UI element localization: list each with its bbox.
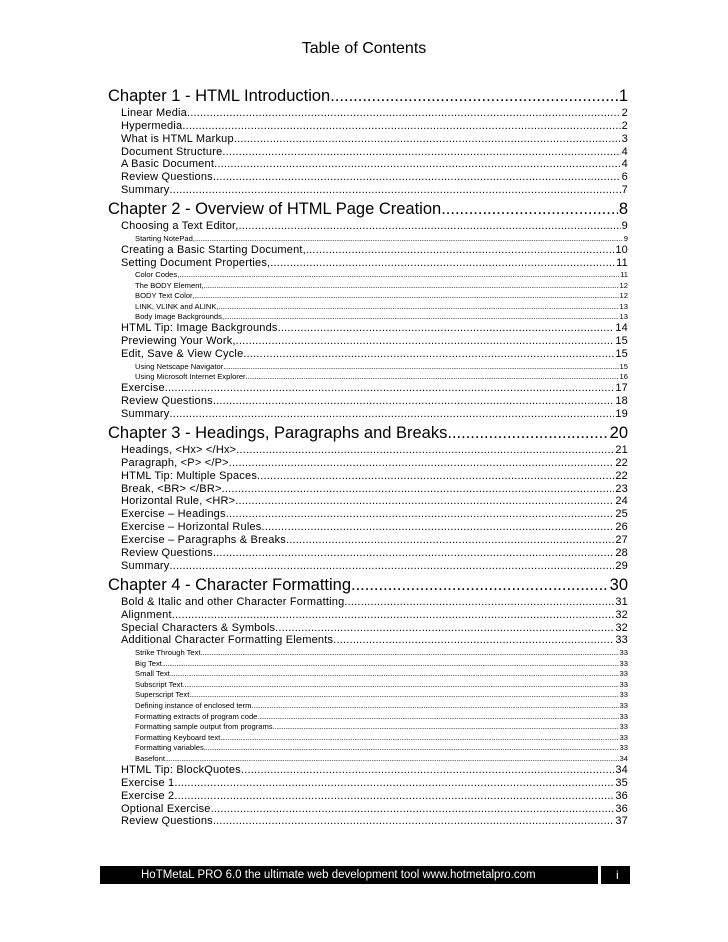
toc-leader-dots <box>270 257 615 270</box>
toc-leader-dots <box>275 622 614 635</box>
toc-entry-label: Exercise 2 <box>121 789 175 802</box>
toc-entry-page: 7 <box>621 184 628 197</box>
toc-entry[interactable] <box>108 764 628 777</box>
toc-entry[interactable] <box>108 280 628 291</box>
toc-leader-dots <box>204 281 619 291</box>
toc-entry-label: Break, <BR> </BR> <box>121 482 222 495</box>
toc-leader-dots <box>278 322 615 335</box>
toc-entry[interactable] <box>108 301 628 312</box>
toc-entry-label: Defining instance of enclosed term <box>135 701 252 711</box>
page-title: Table of Contents <box>301 40 427 57</box>
toc-entry-page: 24 <box>615 495 628 508</box>
toc-entry-label: Optional Exercise <box>121 802 211 815</box>
toc-entry[interactable] <box>108 669 628 680</box>
toc-entry-page: 34 <box>615 764 628 776</box>
toc-leader-dots <box>223 362 618 372</box>
toc-entry-label: Setting Document Properties, <box>121 256 271 269</box>
toc-leader-dots <box>344 596 614 609</box>
toc-entry-page: 33 <box>619 743 628 753</box>
toc-leader-dots <box>246 372 619 382</box>
toc-entry-label: Chapter 2 - Overview of HTML Page Creation <box>108 200 442 219</box>
toc-entry-label: Small Text <box>135 669 170 679</box>
toc-leader-dots <box>187 107 621 120</box>
toc-entry-label: Exercise – Paragraphs & Breaks <box>121 534 286 547</box>
toc-entry-page: 19 <box>615 408 628 420</box>
toc-entry-page: 1 <box>618 87 628 105</box>
toc-entry[interactable] <box>108 382 628 395</box>
toc-entry-page: 33 <box>619 658 628 668</box>
toc-leader-dots <box>174 777 614 790</box>
toc-leader-dots <box>162 659 619 669</box>
toc-entry-page: 13 <box>619 301 628 311</box>
toc-leader-dots <box>226 508 615 521</box>
toc-entry-page: 16 <box>619 372 628 382</box>
toc-entry-page: 17 <box>615 382 628 395</box>
toc-leader-dots <box>182 120 620 133</box>
toc-leader-dots <box>169 408 614 421</box>
toc-entry-page: 33 <box>619 722 628 732</box>
toc-entry-page: 35 <box>615 776 628 789</box>
toc-entry[interactable] <box>108 270 628 281</box>
toc-leader-dots <box>183 680 619 690</box>
toc-entry[interactable] <box>108 803 628 816</box>
toc-entry-page: 36 <box>615 802 628 815</box>
toc-entry-page: 28 <box>615 547 628 560</box>
toc-entry[interactable] <box>108 444 628 457</box>
toc-entry-page: 12 <box>619 291 628 301</box>
toc-entry-page: 15 <box>615 335 628 348</box>
toc-entry-label: A Basic Document <box>121 158 215 171</box>
toc-entry[interactable] <box>108 622 628 635</box>
toc-entry-page: 4 <box>621 145 628 158</box>
toc-entry[interactable] <box>108 690 628 701</box>
footer-text: HoTMetaL PRO 6.0 the ultimate web development tool www.hotmetalpro.com <box>141 869 536 881</box>
toc-leader-dots <box>194 291 618 301</box>
toc-entry-label: Big Text <box>135 658 162 668</box>
toc-leader-dots <box>189 690 618 700</box>
toc-entry-page: 3 <box>621 132 628 145</box>
toc-leader-dots <box>236 335 615 348</box>
toc-leader-dots <box>239 220 621 233</box>
toc-entry[interactable] <box>108 790 628 803</box>
toc-entry-label: Horizontal Rule, <HR> <box>121 495 236 508</box>
toc-entry[interactable] <box>108 609 628 622</box>
toc-leader-dots <box>170 669 619 679</box>
toc-entry-label: Review Questions <box>121 815 213 828</box>
toc-entry-page: 33 <box>615 634 628 647</box>
toc-entry[interactable] <box>108 107 628 120</box>
toc-entry-label: Document Structure <box>121 145 223 158</box>
toc-entry[interactable] <box>108 322 628 335</box>
toc-leader-dots <box>306 244 614 257</box>
toc-entry[interactable] <box>108 732 628 743</box>
toc-leader-dots <box>235 496 614 509</box>
toc-entry[interactable] <box>108 777 628 790</box>
toc-leader-dots <box>224 312 618 322</box>
toc-entry-label: Using Netscape Navigator <box>135 361 224 371</box>
toc-entry-page: 26 <box>615 521 628 534</box>
toc-entry-page: 6 <box>621 171 628 184</box>
toc-entry-page: 33 <box>619 701 628 711</box>
toc-entry[interactable] <box>108 560 628 573</box>
toc-entry-label: Formatting Keyboard text <box>135 732 221 742</box>
toc-leader-dots <box>252 701 619 711</box>
toc-entry-label: Headings, <Hx> </Hx> <box>121 444 237 456</box>
toc-leader-dots <box>174 790 614 803</box>
toc-entry[interactable] <box>108 534 628 547</box>
toc-entry-label: Previewing Your Work, <box>121 335 236 348</box>
toc-entry-page: 21 <box>615 444 628 456</box>
toc-entry-page: 27 <box>615 534 628 547</box>
toc-entry-page: 9 <box>623 233 628 243</box>
toc-leader-dots <box>213 395 615 408</box>
toc-entry-label: Formatting sample output from programs <box>135 722 273 732</box>
toc-leader-dots <box>213 547 615 560</box>
toc-entry[interactable] <box>108 743 628 754</box>
toc-leader-dots <box>165 382 615 395</box>
toc-entry-page: 25 <box>615 508 628 521</box>
toc-entry-page: 4 <box>621 158 628 171</box>
toc-leader-dots <box>219 302 619 312</box>
toc-entry-page: 10 <box>615 243 628 256</box>
toc-entry[interactable] <box>108 244 628 257</box>
toc-entry-label: Summary <box>121 408 170 420</box>
toc-entry-label: Body Image Backgrounds, <box>135 312 225 322</box>
toc-entry-label: Paragraph, <P> </P> <box>121 456 229 469</box>
toc-entry-label: Strike Through Text <box>135 648 201 658</box>
toc-entry-page: 20 <box>609 424 628 442</box>
toc-leader-dots <box>220 733 618 743</box>
toc-entry-page: 31 <box>615 595 628 608</box>
toc-leader-dots <box>195 234 623 244</box>
toc-entry-page: 22 <box>615 469 628 482</box>
toc-entry-page: 33 <box>619 690 628 700</box>
toc-entry-label: Additional Character Formatting Elements <box>121 634 334 647</box>
toc-chapter-entry[interactable] <box>108 84 628 107</box>
toc-entry[interactable] <box>108 483 628 496</box>
toc-entry[interactable] <box>108 335 628 348</box>
toc-entry[interactable] <box>108 470 628 483</box>
toc-entry-label: Review Questions <box>121 547 213 560</box>
toc-leader-dots <box>204 743 619 753</box>
toc-entry-label: Formatting variables <box>135 743 204 753</box>
toc-entry[interactable] <box>108 408 628 421</box>
toc-entry-page: 14 <box>615 322 628 335</box>
toc-entry-page: 33 <box>619 669 628 679</box>
toc-leader-dots <box>273 722 619 732</box>
toc-entry[interactable] <box>108 233 628 244</box>
toc-entry[interactable] <box>108 596 628 609</box>
toc-entry-page: 33 <box>619 648 628 658</box>
toc-entry-page: 13 <box>619 312 628 322</box>
table-of-contents <box>108 84 628 828</box>
toc-entry[interactable] <box>108 361 628 372</box>
toc-entry-label: Summary <box>121 184 170 197</box>
toc-entry-label: HTML Tip: Image Backgrounds <box>121 322 278 335</box>
toc-entry[interactable] <box>108 184 628 197</box>
toc-entry[interactable] <box>108 496 628 509</box>
toc-entry-page: 15 <box>619 361 628 371</box>
toc-entry-label: Special Characters & Symbols <box>121 621 276 634</box>
toc-entry[interactable] <box>108 120 628 133</box>
toc-entry[interactable] <box>108 635 628 648</box>
toc-entry[interactable] <box>108 547 628 560</box>
toc-entry-page: 2 <box>621 119 628 132</box>
toc-leader-dots <box>236 444 614 457</box>
toc-entry[interactable] <box>108 372 628 383</box>
toc-entry-label: Review Questions <box>121 395 213 408</box>
toc-entry[interactable] <box>108 521 628 534</box>
toc-leader-dots <box>222 483 615 496</box>
toc-leader-dots <box>351 574 609 596</box>
toc-leader-dots <box>241 764 614 777</box>
toc-entry-label: LINK, VLINK and ALINK, <box>135 301 219 311</box>
toc-entry[interactable] <box>108 457 628 470</box>
toc-entry-label: What is HTML Markup <box>121 132 234 145</box>
toc-entry[interactable] <box>108 658 628 669</box>
toc-leader-dots <box>330 85 618 107</box>
toc-entry-label: Bold & Italic and other Character Formatting <box>121 595 345 608</box>
toc-entry-page: 36 <box>615 789 628 802</box>
toc-entry[interactable] <box>108 291 628 302</box>
toc-entry-label: Starting NotePad, <box>135 233 195 243</box>
toc-entry-label: Exercise <box>121 382 165 395</box>
toc-entry-label: Chapter 4 - Character Formatting <box>108 575 352 594</box>
toc-leader-dots <box>179 270 619 280</box>
toc-leader-dots <box>169 560 614 573</box>
toc-chapter-entry[interactable] <box>108 197 628 220</box>
toc-entry-label: Choosing a Text Editor, <box>121 220 239 233</box>
toc-leader-dots <box>257 712 618 722</box>
toc-entry-label: Exercise – Horizontal Rules <box>121 521 262 534</box>
toc-entry[interactable] <box>108 312 628 323</box>
toc-leader-dots <box>447 422 608 444</box>
toc-entry[interactable] <box>108 700 628 711</box>
toc-entry-label: Alignment <box>121 608 172 621</box>
toc-entry-page: 30 <box>609 575 628 594</box>
toc-entry[interactable] <box>108 647 628 658</box>
toc-leader-dots <box>262 521 615 534</box>
toc-entry-label: The BODY Element, <box>135 280 204 290</box>
toc-entry-label: Summary <box>121 560 170 572</box>
toc-leader-dots <box>213 816 615 829</box>
toc-entry-label: Linear Media <box>121 107 187 119</box>
toc-leader-dots <box>165 754 619 764</box>
toc-leader-dots <box>441 198 618 220</box>
toc-entry-page: 15 <box>615 348 628 361</box>
toc-entry-page: 11 <box>616 256 628 269</box>
toc-entry[interactable] <box>108 395 628 408</box>
toc-entry-page: 18 <box>615 395 628 408</box>
toc-entry-label: Chapter 3 - Headings, Paragraphs and Breaks <box>108 424 448 442</box>
toc-entry-label: Edit, Save & View Cycle <box>121 348 244 361</box>
toc-entry-label: Exercise – Headings <box>121 508 226 521</box>
toc-leader-dots <box>214 159 621 172</box>
toc-entry-page: 8 <box>618 200 628 219</box>
toc-entry-label: HTML Tip: BlockQuotes <box>121 764 241 776</box>
toc-leader-dots <box>213 171 621 184</box>
toc-entry-page: 22 <box>615 456 628 469</box>
toc-entry-page: 33 <box>619 732 628 742</box>
toc-leader-dots <box>211 803 615 816</box>
toc-entry-label: Color Codes, <box>135 270 180 280</box>
toc-entry-label: BODY Text Color, <box>135 291 195 301</box>
toc-leader-dots <box>333 635 614 648</box>
toc-entry-page: 37 <box>615 815 628 828</box>
toc-entry-page: 33 <box>619 679 628 689</box>
toc-leader-dots <box>172 609 615 622</box>
toc-entry-page: 2 <box>621 107 628 119</box>
toc-entry[interactable] <box>108 348 628 361</box>
toc-entry[interactable] <box>108 257 628 270</box>
footer-divider <box>598 866 601 884</box>
toc-entry-label: Using Microsoft Internet Explorer <box>135 372 246 382</box>
toc-entry[interactable] <box>108 711 628 722</box>
toc-entry-label: Superscript Text <box>135 690 190 700</box>
toc-chapter-entry[interactable] <box>108 573 628 596</box>
toc-entry-label: Exercise 1 <box>121 776 175 789</box>
toc-entry[interactable] <box>108 722 628 733</box>
toc-chapter-entry[interactable] <box>108 421 628 444</box>
toc-entry-page: 23 <box>615 482 628 495</box>
toc-entry[interactable] <box>108 146 628 159</box>
toc-entry-label: Review Questions <box>121 171 213 184</box>
toc-entry-label: Chapter 1 - HTML Introduction <box>108 87 331 105</box>
toc-leader-dots <box>243 348 614 361</box>
toc-entry-label: HTML Tip: Multiple Spaces <box>121 469 258 482</box>
toc-entry[interactable] <box>108 133 628 146</box>
toc-entry-page: 32 <box>615 608 628 621</box>
toc-entry-page: 12 <box>619 280 628 290</box>
footer-page-number: i <box>616 868 619 882</box>
toc-entry[interactable] <box>108 679 628 690</box>
toc-leader-dots <box>229 457 615 470</box>
toc-entry-page: 32 <box>615 621 628 634</box>
toc-leader-dots <box>201 648 619 658</box>
toc-leader-dots <box>257 470 614 483</box>
toc-entry-page: 34 <box>619 754 628 763</box>
toc-entry-page: 29 <box>615 560 628 572</box>
toc-entry[interactable] <box>108 220 628 233</box>
toc-entry-page: 9 <box>621 220 628 233</box>
toc-entry-label: Basefont <box>135 754 165 763</box>
toc-entry[interactable] <box>108 816 628 829</box>
toc-entry-page: 33 <box>619 711 628 721</box>
toc-leader-dots <box>286 534 614 547</box>
toc-entry-label: Formatting extracts of program code <box>135 711 258 721</box>
page-footer <box>100 866 630 884</box>
toc-entry-label: Hypermedia <box>121 119 183 132</box>
toc-entry[interactable] <box>108 159 628 172</box>
toc-leader-dots <box>234 133 621 146</box>
toc-entry-page: 11 <box>620 270 628 280</box>
toc-leader-dots <box>169 184 620 197</box>
toc-entry-label: Subscript Text <box>135 679 183 689</box>
toc-entry[interactable] <box>108 753 628 764</box>
toc-leader-dots <box>222 146 620 159</box>
toc-entry[interactable] <box>108 171 628 184</box>
toc-entry[interactable] <box>108 508 628 521</box>
toc-entry-label: Creating a Basic Starting Document, <box>121 243 306 256</box>
